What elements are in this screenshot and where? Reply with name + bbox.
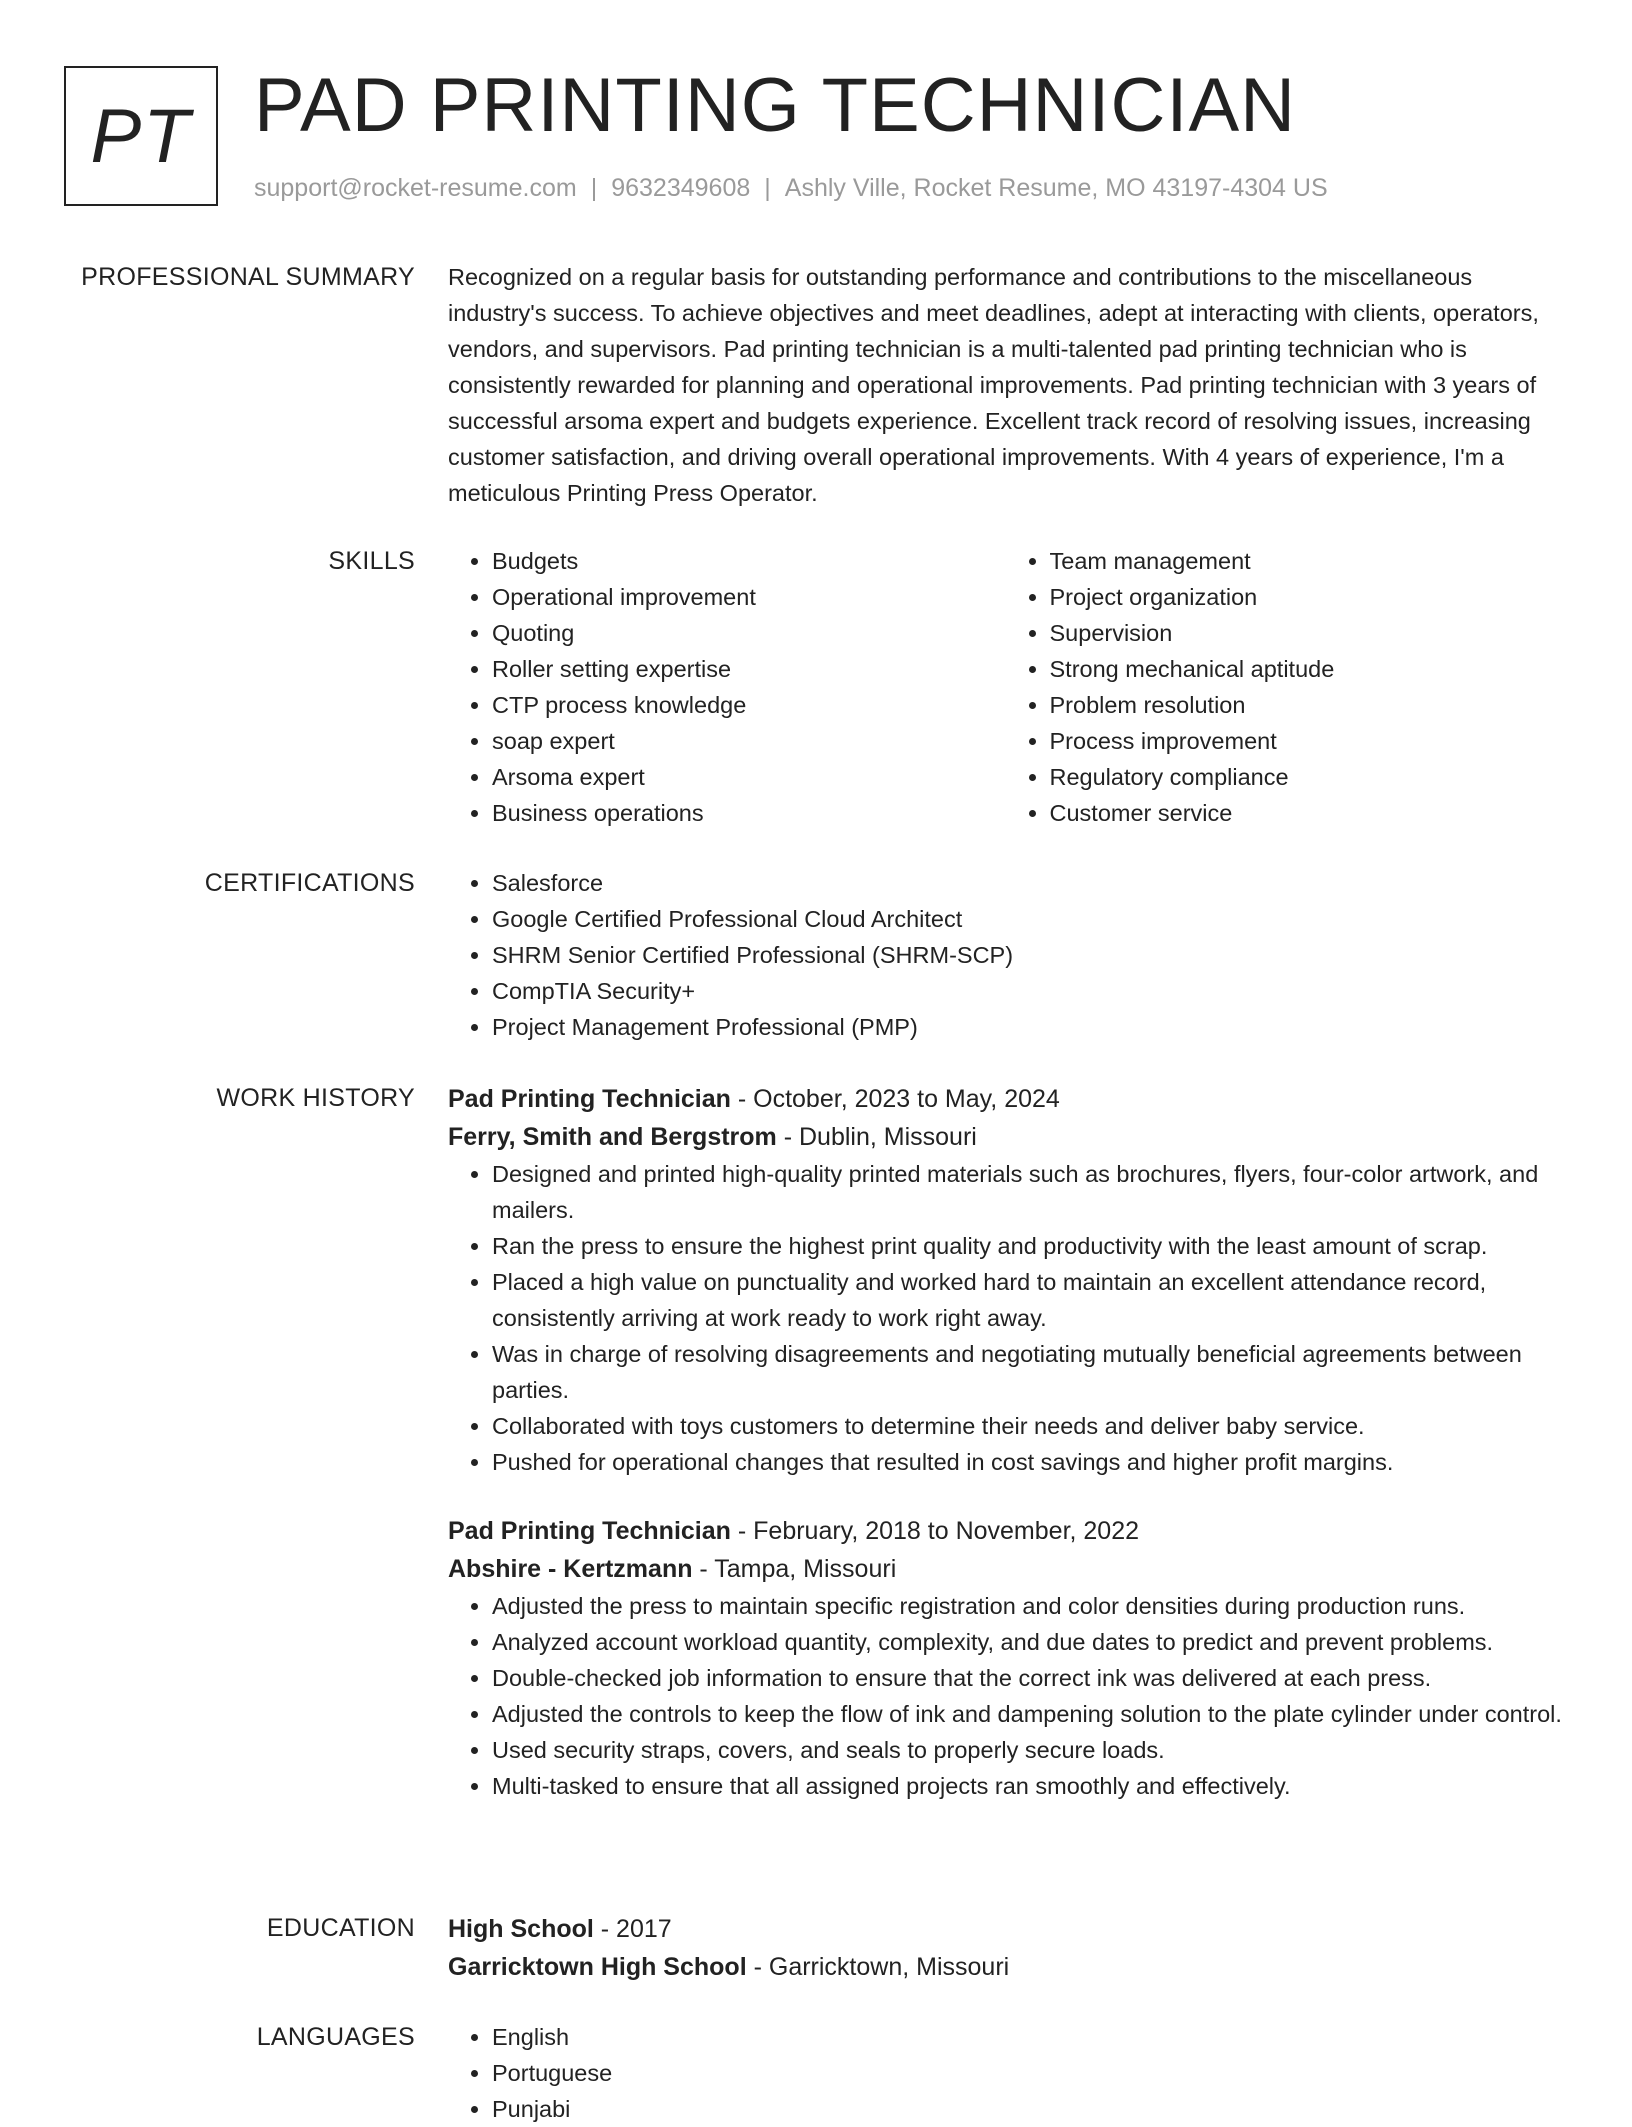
- summary-text: Recognized on a regular basis for outstanding performance and contributions to the miscellaneous industry's success. To achieve objectives and meet deadlines, adept at interacting with clients, operators, vendors, and supervisors. Pad printing technician is a multi-talented pad printing technician who is consistently rewarded for planning and operational improvements. Pad printing technician with 3 years of successful arsoma expert and budgets experience. Excellent track record of resolving issues, increasing customer satisfaction, and driving overall operational improvements. With 4 years of experience, I'm a meticulous Printing Press Operator.: [448, 264, 1539, 506]
- job-bullets: [448, 1588, 1563, 1804]
- education-location: - Garricktown, Missouri: [746, 1953, 1010, 1981]
- job-company: Abshire - Kertzmann: [448, 1555, 693, 1583]
- section-label-education: EDUCATION: [266, 1914, 415, 1942]
- resume-header: [64, 63, 1584, 216]
- list-item: • Double-checked job information to ensure that the correct ink was delivered at each press.: [492, 1660, 1563, 1696]
- section-label-languages: LANGUAGES: [256, 2023, 415, 2051]
- list-item: • Was in charge of resolving disagreements and negotiating mutually beneficial agreements between parties.: [492, 1336, 1563, 1408]
- education-school-line: [448, 1948, 1563, 1986]
- contact-phone: 9632349608: [611, 174, 751, 202]
- list-item: • Problem resolution: [1050, 687, 1564, 723]
- contact-address: Ashly Ville, Rocket Resume, MO 43197-4304 US: [784, 174, 1328, 202]
- monogram-box: [64, 66, 218, 206]
- list-item: • Adjusted the controls to keep the flow of ink and dampening solution to the plate cylinder under control.: [492, 1696, 1563, 1732]
- contact-separator: |: [764, 174, 771, 202]
- list-item: • Multi-tasked to ensure that all assigned projects ran smoothly and effectively.: [492, 1768, 1563, 1804]
- list-item: • Operational improvement: [492, 579, 1006, 615]
- list-item: • Salesforce: [492, 865, 1563, 901]
- job-dates: - February, 2018 to November, 2022: [730, 1517, 1140, 1545]
- list-item: • Supervision: [1050, 615, 1564, 651]
- list-item: • Customer service: [1050, 795, 1564, 831]
- job-location: - Dublin, Missouri: [776, 1123, 977, 1151]
- list-item: • Designed and printed high-quality printed materials such as brochures, flyers, four-color artwork, and mailers.: [492, 1156, 1563, 1228]
- section-label-summary: PROFESSIONAL SUMMARY: [81, 263, 415, 291]
- education-body: [448, 1910, 1563, 1986]
- list-item: • English: [492, 2019, 1563, 2055]
- certifications-body: [448, 865, 1563, 1045]
- list-item: • Ran the press to ensure the highest print quality and productivity with the least amount of scrap.: [492, 1228, 1563, 1264]
- contact-separator: |: [590, 174, 598, 202]
- list-item: • SHRM Senior Certified Professional (SHRM-SCP): [492, 937, 1563, 973]
- list-item: • Business operations: [492, 795, 1006, 831]
- job-company-line: [448, 1118, 1563, 1156]
- list-item: • Punjabi: [492, 2091, 1563, 2127]
- languages-body: [448, 2019, 1563, 2127]
- job-entry: [448, 1080, 1563, 1480]
- list-item: • Strong mechanical aptitude: [1050, 651, 1564, 687]
- list-item: • Pushed for operational changes that resulted in cost savings and higher profit margins.: [492, 1444, 1563, 1480]
- list-item: • Project organization: [1050, 579, 1564, 615]
- job-location: - Tampa, Missouri: [692, 1555, 897, 1583]
- monogram-initials: PT: [90, 93, 192, 179]
- list-item: • Process improvement: [1050, 723, 1564, 759]
- resume-title: PAD PRINTING TECHNICIAN: [254, 63, 1297, 148]
- list-item: • Regulatory compliance: [1050, 759, 1564, 795]
- job-title: Pad Printing Technician: [448, 1085, 731, 1113]
- list-item: • Google Certified Professional Cloud Architect: [492, 901, 1563, 937]
- education-school: Garricktown High School: [448, 1953, 747, 1981]
- job-dates: - October, 2023 to May, 2024: [730, 1085, 1060, 1113]
- list-item: • Budgets: [492, 543, 1006, 579]
- skills-list-right: [1006, 543, 1564, 831]
- list-item: • Portuguese: [492, 2055, 1563, 2091]
- list-item: • Arsoma expert: [492, 759, 1006, 795]
- list-item: • Placed a high value on punctuality and worked hard to maintain an excellent attendance record, consistently arriving at work ready to work right away.: [492, 1264, 1563, 1336]
- list-item: • Team management: [1050, 543, 1564, 579]
- list-item: • Quoting: [492, 615, 1006, 651]
- list-item: • Analyzed account workload quantity, complexity, and due dates to predict and prevent problems.: [492, 1624, 1563, 1660]
- education-degree-line: [448, 1910, 1563, 1948]
- section-label-work-history: WORK HISTORY: [216, 1084, 415, 1112]
- list-item: • Adjusted the press to maintain specific registration and color densities during production runs.: [492, 1588, 1563, 1624]
- education-degree: High School: [448, 1915, 594, 1943]
- job-title-line: [448, 1512, 1563, 1550]
- job-company-line: [448, 1550, 1563, 1588]
- job-title-line: [448, 1080, 1563, 1118]
- education-year: - 2017: [593, 1915, 672, 1943]
- work-history-body: [448, 1080, 1563, 1804]
- contact-line: [254, 174, 1328, 203]
- list-item: • Collaborated with toys customers to determine their needs and deliver baby service.: [492, 1408, 1563, 1444]
- contact-email: support@rocket-resume.com: [254, 174, 577, 202]
- list-item: • CompTIA Security+: [492, 973, 1563, 1009]
- list-item: • CTP process knowledge: [492, 687, 1006, 723]
- skills-list-left: [448, 543, 1006, 831]
- section-label-skills: SKILLS: [328, 547, 415, 575]
- section-label-certifications: CERTIFICATIONS: [204, 869, 415, 897]
- list-item: • Project Management Professional (PMP): [492, 1009, 1563, 1045]
- list-item: • Roller setting expertise: [492, 651, 1006, 687]
- list-item: • Used security straps, covers, and seals to properly secure loads.: [492, 1732, 1563, 1768]
- list-item: • soap expert: [492, 723, 1006, 759]
- job-bullets: [448, 1156, 1563, 1480]
- certifications-list: [448, 865, 1563, 1045]
- languages-list: [448, 2019, 1563, 2127]
- job-company: Ferry, Smith and Bergstrom: [448, 1123, 777, 1151]
- job-title: Pad Printing Technician: [448, 1517, 731, 1545]
- skills-columns: [448, 543, 1563, 831]
- job-entry: [448, 1512, 1563, 1804]
